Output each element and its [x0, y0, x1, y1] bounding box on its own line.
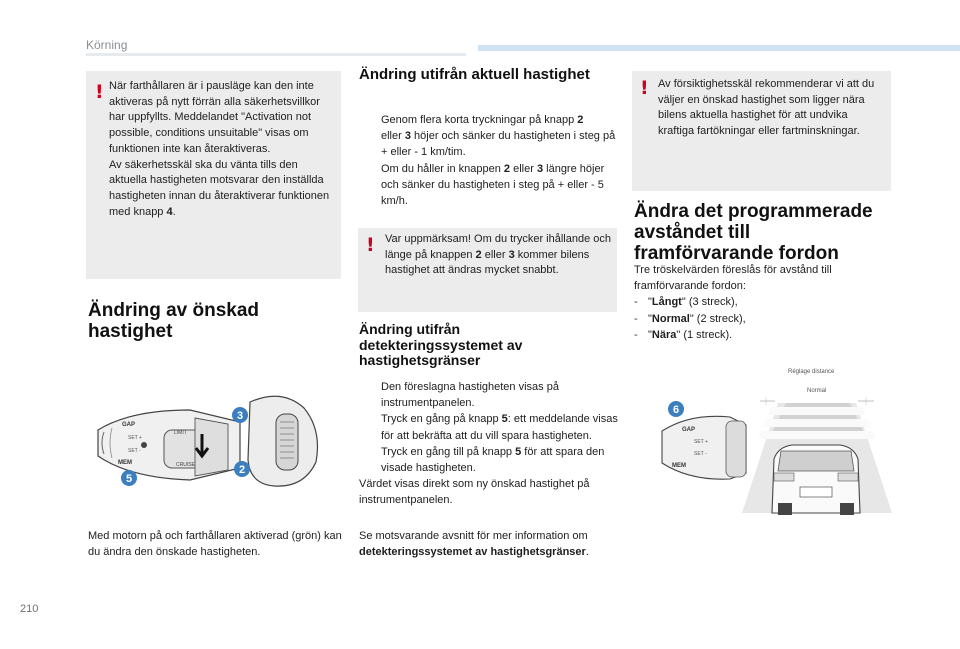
stalk-label-set-minus: SET - [128, 448, 141, 454]
see-also-text: Se motsvarande avsnitt för mer information om detekteringssystemet av hastighetsgränser. [359, 530, 589, 559]
list-item: - "Normal" (2 streck), [634, 312, 746, 325]
heading-speed-limit-detection: Ändring utifrån detekteringssystemet av hastighetsgränser [359, 321, 523, 368]
body-text-change-speed: Med motorn på och farthållaren aktiverad (grön) kan du ändra den önskade hastigheten. [88, 530, 342, 559]
stalk-label-set-plus: SET + [128, 435, 142, 441]
vehicle-rear-icon [772, 445, 860, 515]
list-item: Genom flera korta tryckningar på knapp 2 eller 3 höjer och sänker du hastigheten i steg på + eller - 1 km/tim. [359, 112, 617, 161]
list-item: Den föreslagna hastigheten visas på instrumentpanelen. [359, 379, 621, 411]
list-speed-limit-detection [359, 379, 621, 509]
list-change-current-speed [359, 112, 617, 209]
heading-change-distance: Ändra det programmerade avståndet till framförvarande fordon [634, 201, 873, 264]
list-item: Tryck en gång på knapp 5: ett meddelande visas för att bekräfta att du vill spara hastigheten. [359, 411, 621, 443]
header-section-label: Körning [86, 38, 128, 52]
distance-setting-figure [660, 363, 892, 523]
svg-text:6: 6 [672, 404, 680, 416]
distance-intro: Tre tröskelvärden föreslås för avstånd till framförvarande fordon: [634, 264, 832, 293]
steering-stalk-figure [90, 390, 340, 495]
bullet-icon [359, 379, 381, 411]
warning-exclamation-icon: ! [95, 81, 104, 103]
warning-box-pause [86, 71, 341, 279]
list-item: - "Långt" (3 streck), [634, 296, 738, 309]
stalk-label-limit: LIMIT [174, 430, 187, 436]
stalk-left [98, 410, 240, 480]
stalk-label-gap: GAP [122, 422, 136, 428]
distance-options [634, 262, 889, 343]
warning-text-distance: Av försiktighetsskäl rekommenderar vi att du väljer en önskad hastighet som ligger nära bilens aktuella hastighet för att undvika kraftiga fartökningar eller fartminskningar. [658, 78, 875, 138]
stalk-small [662, 416, 746, 479]
stalk-label-cruise: CRUISE [176, 462, 195, 468]
page-number: 210 [20, 603, 39, 615]
warning-box-distance [632, 71, 891, 191]
badge-5 [121, 470, 137, 486]
bullet-icon [359, 444, 381, 476]
badge-2 [234, 461, 250, 477]
warning-exclamation-icon: ! [640, 77, 649, 99]
after-list-text: Värdet visas direkt som ny önskad hastighet på instrumentpanelen. [359, 478, 590, 507]
svg-text:2: 2 [238, 464, 246, 476]
svg-text:3: 3 [236, 410, 244, 422]
figure-title: Réglage distance [788, 369, 835, 375]
warning-exclamation-icon: ! [366, 234, 375, 256]
stalk-label-mem: MEM [118, 460, 132, 466]
list-item: Om du håller in knappen 2 eller 3 längre höjer och sänker du hastigheten i steg på + eller - 5 km/h. [359, 161, 617, 210]
bullet-icon [359, 161, 381, 210]
see-also-link-text: detekteringssystemet av hastighetsgränser [359, 546, 586, 559]
stalk-label-set-minus: SET - [694, 451, 707, 457]
header-rule-right [478, 45, 960, 51]
svg-text:5: 5 [125, 473, 133, 485]
stalk-label-gap: GAP [682, 427, 696, 433]
list-item: Tryck en gång till på knapp 5 för att spara den visade hastigheten. [359, 444, 621, 476]
header-rule-left [86, 53, 466, 56]
list-item: - "Nära" (1 streck). [634, 328, 733, 341]
warning-box-hold [358, 228, 617, 312]
badge-3 [232, 407, 248, 423]
warning-text-pause: När farthållaren är i pausläge kan den inte aktiveras på nytt förrän alla säkerhetsvillkor har uppfyllts. Meddelandet "Activation not possible, conditions unsuitable" visas om funktionen inte kan återaktiveras. Av säkerhetsskäl ska du vänta tills den aktuella hastigheten motsvarar den inställda hastigheten innan du återaktiverar funktionen med knapp 4. [109, 80, 330, 218]
stalk-label-set-plus: SET + [694, 439, 708, 445]
bullet-icon [359, 411, 381, 443]
bullet-icon [359, 112, 381, 161]
stalk-label-mem: MEM [672, 463, 686, 469]
warning-text-hold: Var uppmärksam! Om du trycker ihållande och länge på knappen 2 eller 3 kommer bilens hastighet att ändras mycket snabbt. [385, 233, 611, 277]
figure-mode: Normal [807, 388, 827, 394]
heading-change-current-speed: Ändring utifrån aktuell hastighet [359, 66, 590, 83]
stalk-right [248, 396, 318, 486]
badge-6 [668, 401, 684, 417]
heading-change-desired-speed: Ändring av önskad hastighet [88, 300, 260, 342]
